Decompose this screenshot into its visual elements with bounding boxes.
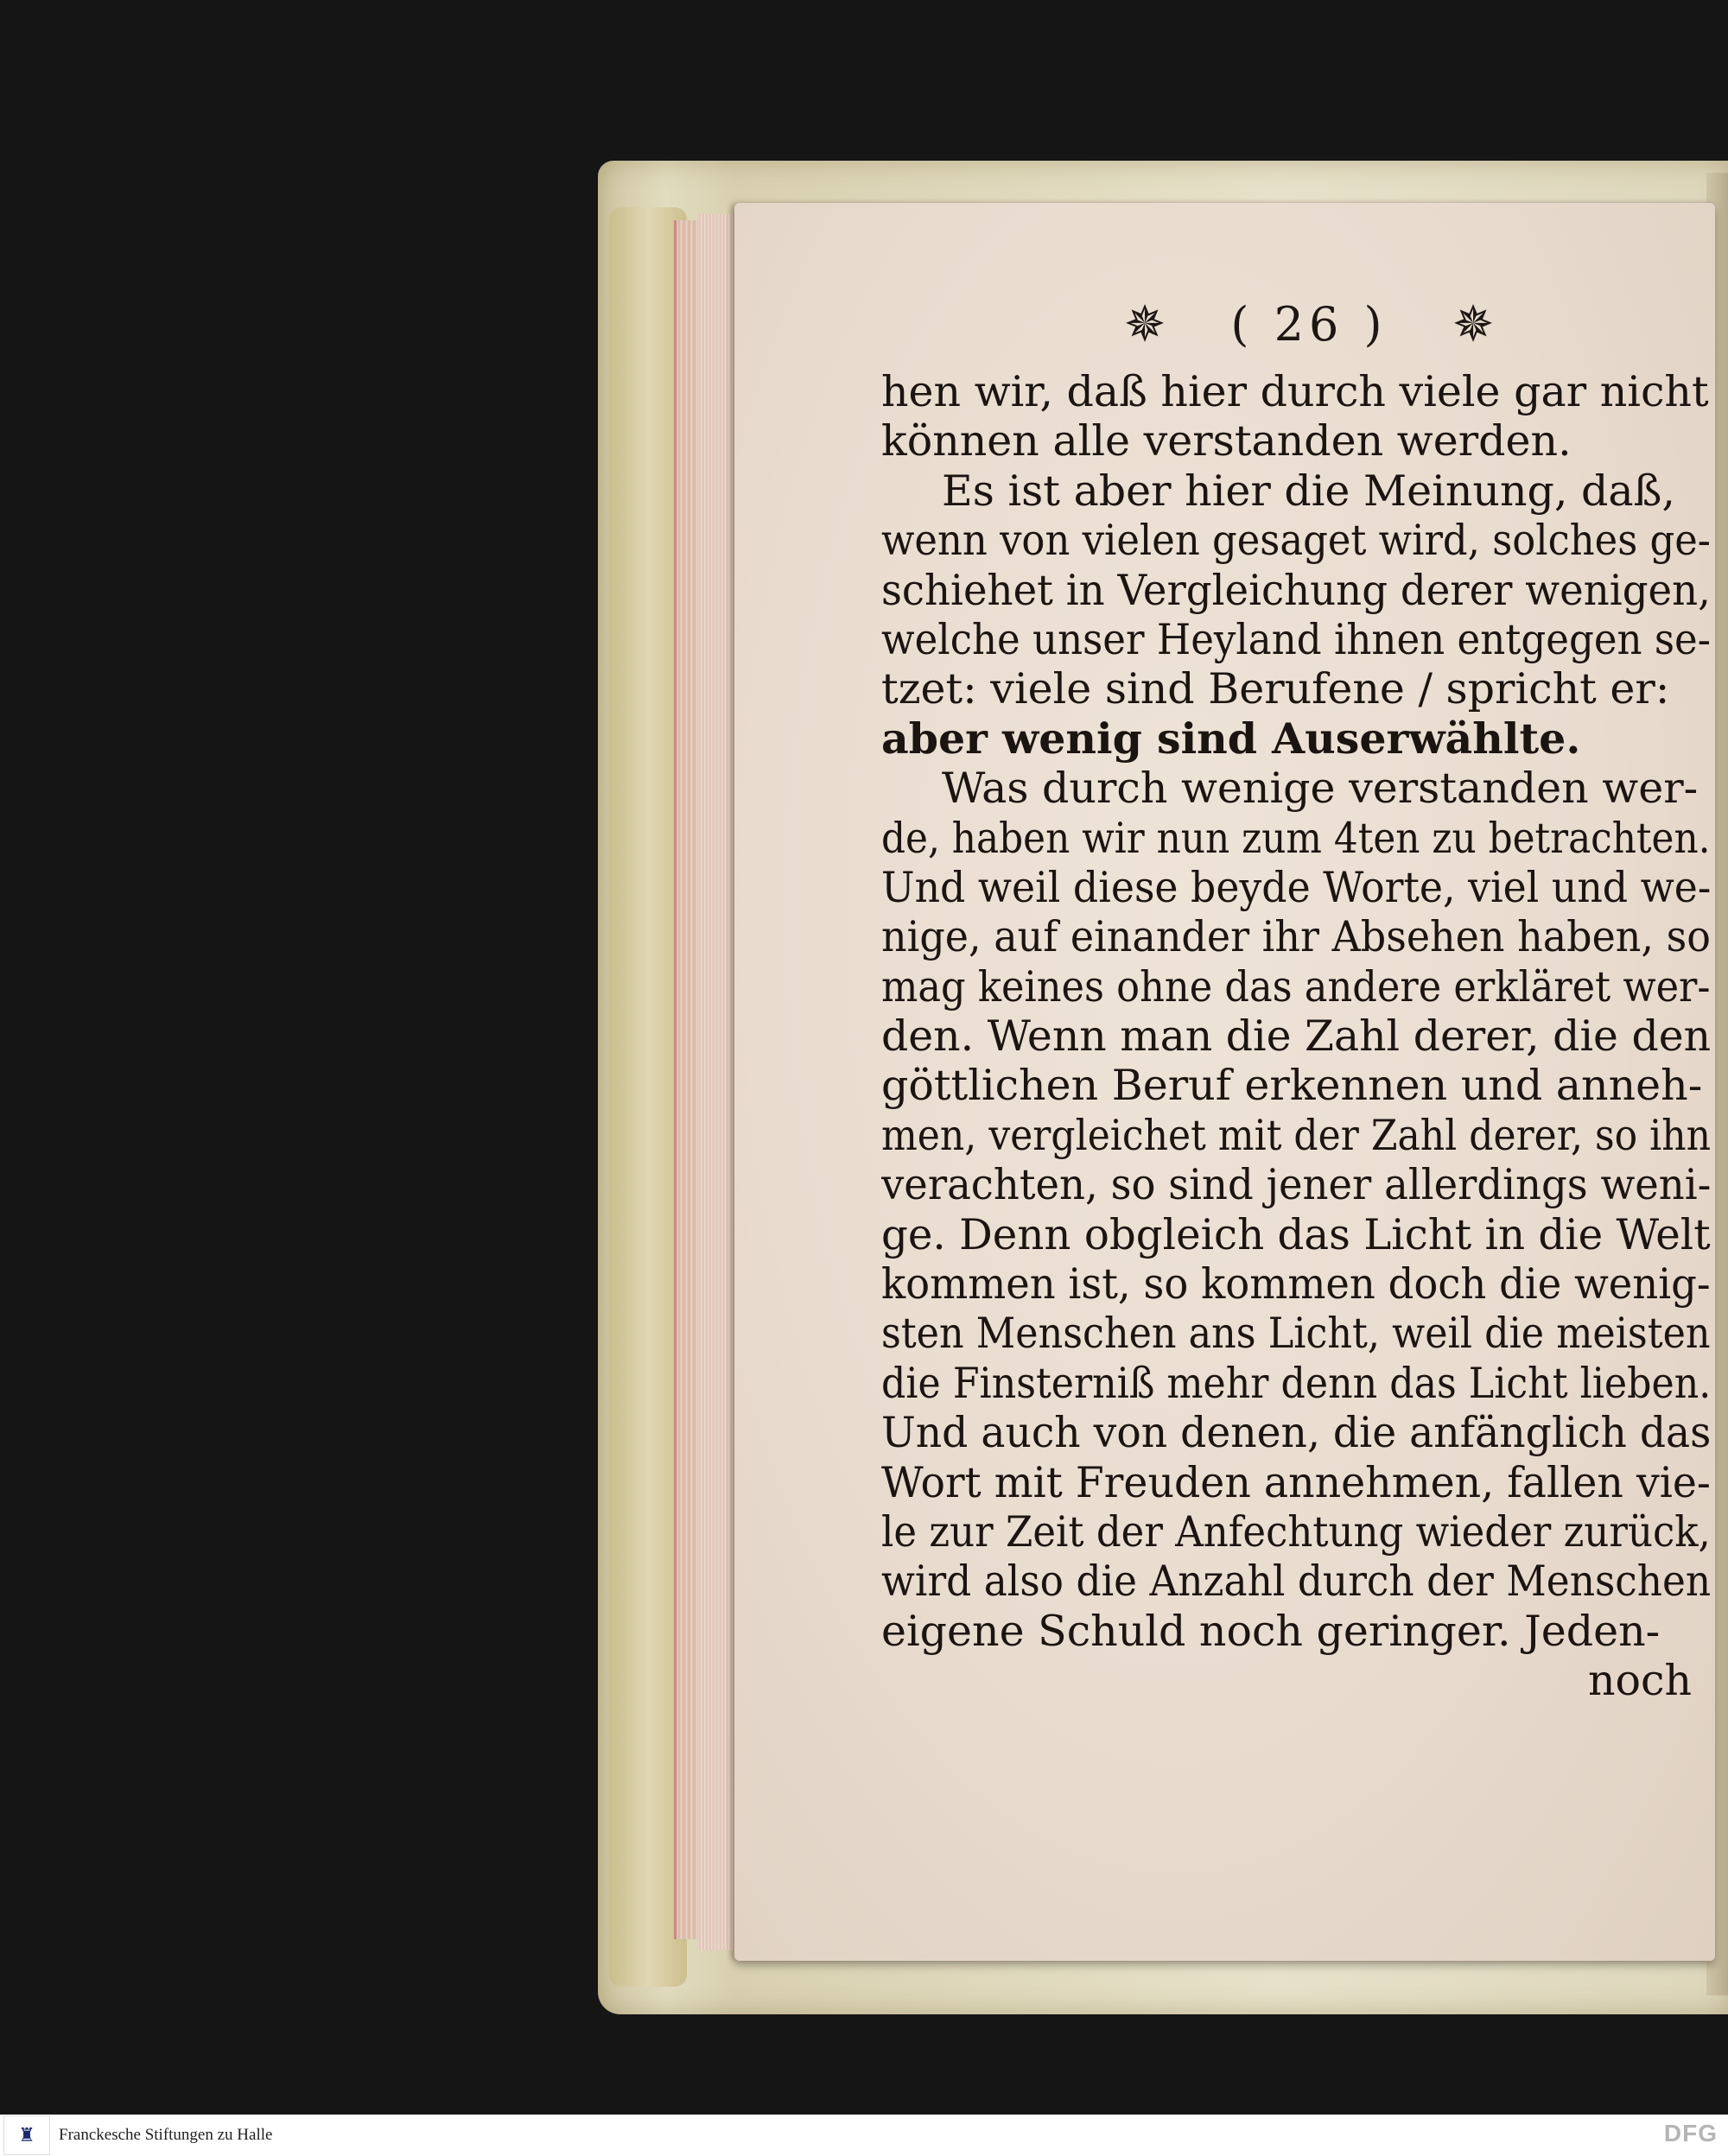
text-line: den. Wenn man die Zahl derer, die den [881, 1011, 1711, 1062]
text-line: können alle verstanden werden. [881, 416, 1572, 466]
body-text [881, 367, 1711, 1706]
institution-logo-icon[interactable]: ♜ [3, 2115, 50, 2155]
text-line: wird also die Anzahl durch der Menschen [881, 1557, 1711, 1607]
text-line: ge. Denn obgleich das Licht in die Welt [881, 1209, 1711, 1259]
text-line: sten Menschen ans Licht, weil die meisten [881, 1309, 1711, 1359]
text-line: eigene Schuld noch geringer. Jeden- [881, 1606, 1661, 1656]
text-line: verachten, so sind jener allerdings weni- [881, 1160, 1711, 1210]
text-line: kommen ist, so kommen doch die wenig- [881, 1259, 1711, 1309]
text-line: men, vergleichet mit der Zahl derer, so ihn [881, 1110, 1711, 1160]
text-line: wenn von vielen gesaget wird, solches ge- [881, 516, 1711, 566]
text-line: schiehet in Vergleichung derer wenigen, [881, 565, 1711, 615]
text-line: die Finsterniß mehr denn das Licht lieben. [881, 1358, 1711, 1408]
catchword: noch [1587, 1656, 1692, 1706]
text-line: Und auch von denen, die anfänglich das [881, 1408, 1711, 1458]
text-line: nige, auf einander ihr Absehen haben, so [881, 912, 1711, 962]
text-line: de, haben wir nun zum 4ten zu betrachten. [881, 813, 1711, 863]
ornament-right-icon: ✵ [1452, 295, 1495, 353]
text-line: mag keines ohne das andere erkläret wer- [881, 961, 1711, 1011]
text-line: Was durch wenige verstanden wer- [942, 764, 1699, 814]
text-line: Wort mit Freuden annehmen, fallen vie- [881, 1457, 1711, 1507]
text-line: göttlichen Beruf erkennen und anneh- [881, 1061, 1703, 1111]
ornament-left-icon: ✵ [1123, 295, 1166, 353]
text-line: Und weil diese beyde Worte, viel und we- [881, 862, 1711, 912]
institution-link[interactable]: Franckesche Stiftungen zu Halle [59, 2126, 273, 2144]
page-header [1119, 289, 1499, 358]
text-line: welche unser Heyland ihnen entgegen se- [881, 614, 1711, 664]
text-line: hen wir, daß hier durch viele gar nicht [881, 367, 1709, 416]
page-number: ( 26 ) [1230, 296, 1388, 352]
dfg-logo[interactable]: DFG [1663, 2120, 1718, 2146]
text-line: le zur Zeit der Anfechtung wieder zurück, [881, 1506, 1711, 1557]
text-line: aber wenig sind Auserwählte. [881, 713, 1581, 764]
viewer-footer [0, 2115, 1728, 2156]
text-line: Es ist aber hier die Meinung, daß, [942, 466, 1675, 516]
text-line: tzet: viele sind Berufene / spricht er: [881, 664, 1670, 714]
